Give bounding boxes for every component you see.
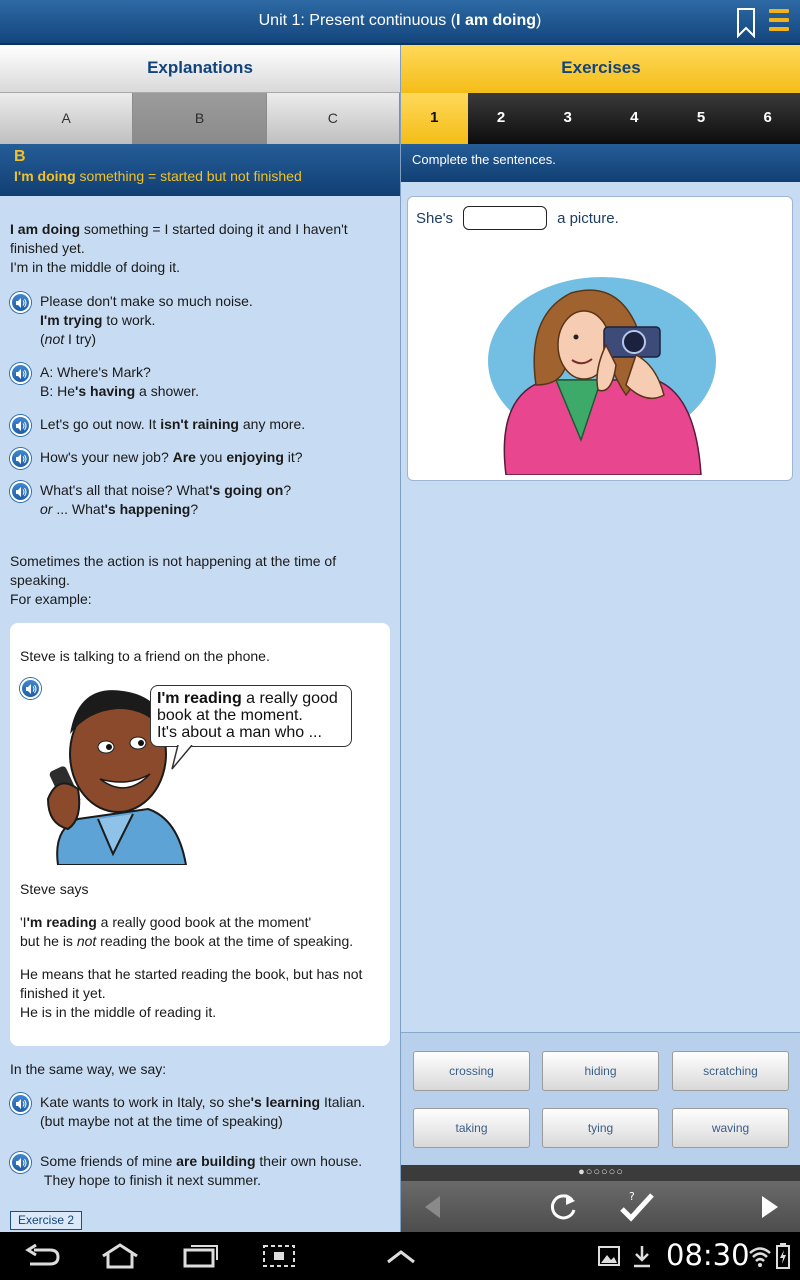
word-button-waving[interactable]: waving [672, 1108, 789, 1148]
check-answer-icon[interactable] [619, 1189, 655, 1223]
reset-icon[interactable] [548, 1192, 578, 1222]
speaker-icon[interactable] [10, 415, 31, 436]
example-3: Let's go out now. It isn't raining any more. [10, 415, 390, 434]
bubble-tail [170, 745, 200, 771]
example-4: How's your new job? Are you enjoying it? [10, 448, 390, 467]
section-header [0, 144, 400, 196]
card-intro: Steve is talking to a friend on the phone. [20, 648, 270, 664]
svg-text:?: ? [629, 1190, 635, 1203]
speaker-icon[interactable] [10, 448, 31, 469]
question-card [407, 196, 793, 481]
menu-icon[interactable] [769, 9, 789, 33]
system-nav-bar [0, 1232, 800, 1280]
tab-exercise-3[interactable]: 3 [534, 93, 601, 144]
instruction: Complete the sentences. [401, 144, 800, 182]
example-1: Please don't make so much noise. I'm trying to work. (not I try) [10, 292, 390, 349]
same-way-text: In the same way, we say: [10, 1061, 167, 1077]
title-bar [0, 0, 800, 45]
word-button-tying[interactable]: tying [542, 1108, 659, 1148]
means-text: He means that he started reading the book, but has not finished it yet. He is in the middle of reading it. [20, 966, 363, 1020]
tab-b[interactable]: B [133, 93, 266, 144]
chevron-up-icon[interactable] [386, 1250, 416, 1264]
battery-icon [776, 1242, 790, 1270]
explanation-tabs [0, 93, 400, 144]
word-button-scratching[interactable]: scratching [672, 1051, 789, 1091]
page-indicator: ●○○○○○ [401, 1165, 800, 1181]
section-letter: B [14, 148, 26, 165]
example-card [10, 623, 390, 1046]
exercise-2-link[interactable]: Exercise 2 [10, 1211, 82, 1230]
tab-exercise-1[interactable]: 1 [401, 93, 468, 144]
speech-bubble: I'm reading a really good book at the moment. It's about a man who ... [150, 685, 352, 747]
explanations-panel [0, 45, 400, 1232]
exercises-header: Exercises [401, 45, 800, 93]
example-friends: Some friends of mine are building their own house. They hope to finish it next summer. [10, 1152, 390, 1190]
download-icon [632, 1244, 652, 1268]
recent-apps-icon[interactable] [181, 1244, 219, 1268]
tab-exercise-4[interactable]: 4 [601, 93, 668, 144]
next-icon[interactable] [761, 1195, 779, 1219]
steve-says: Steve says [20, 881, 89, 897]
gallery-icon [598, 1246, 620, 1266]
page-title: Unit 1: Present continuous (I am doing) [258, 12, 542, 29]
word-button-hiding[interactable]: hiding [542, 1051, 659, 1091]
word-bank [401, 1032, 800, 1165]
example-kate: Kate wants to work in Italy, so she's learning Italian. (but maybe not at the time of speaking) [10, 1093, 390, 1131]
screenshot-icon[interactable] [262, 1244, 296, 1268]
speaker-icon[interactable] [10, 1093, 31, 1114]
answer-blank[interactable] [463, 206, 547, 230]
speaker-icon[interactable] [10, 1152, 31, 1173]
word-button-taking[interactable]: taking [413, 1108, 530, 1148]
bookmark-icon[interactable] [736, 8, 756, 38]
explanations-header: Explanations [0, 45, 400, 93]
sometimes-text: Sometimes the action is not happening at the time of speaking. For example: [10, 553, 337, 607]
tab-c[interactable]: C [267, 93, 400, 144]
word-button-crossing[interactable]: crossing [413, 1051, 530, 1091]
exercise-controls [401, 1181, 800, 1232]
example-2: A: Where's Mark? B: He's having a shower. [10, 363, 390, 401]
exercise-tabs [401, 93, 800, 144]
home-icon[interactable] [100, 1242, 140, 1270]
tab-a[interactable]: A [0, 93, 133, 144]
tab-exercise-5[interactable]: 5 [668, 93, 735, 144]
steve-quote: 'I'm reading a really good book at the moment' but he is not reading the book at the time of speaking. [20, 914, 354, 949]
section-subtitle: I'm doing something = started but not finished [14, 168, 302, 184]
speaker-icon[interactable] [10, 481, 31, 502]
speaker-icon[interactable] [10, 363, 31, 384]
woman-camera-illustration [486, 275, 720, 475]
previous-icon[interactable] [423, 1195, 441, 1219]
back-icon[interactable] [24, 1244, 60, 1268]
exercises-panel [400, 45, 800, 1232]
example-5: What's all that noise? What's going on? or ... What's happening? [10, 481, 390, 519]
tab-exercise-6[interactable]: 6 [734, 93, 800, 144]
question-sentence: She's a picture. [416, 206, 619, 230]
clock: 08:30 [666, 1238, 750, 1272]
wifi-icon [748, 1244, 772, 1268]
speaker-icon[interactable] [10, 292, 31, 313]
tab-exercise-2[interactable]: 2 [468, 93, 535, 144]
intro-text: I am doing something = I started doing it and I haven't finished yet. I'm in the middle of doing it. [10, 221, 348, 275]
